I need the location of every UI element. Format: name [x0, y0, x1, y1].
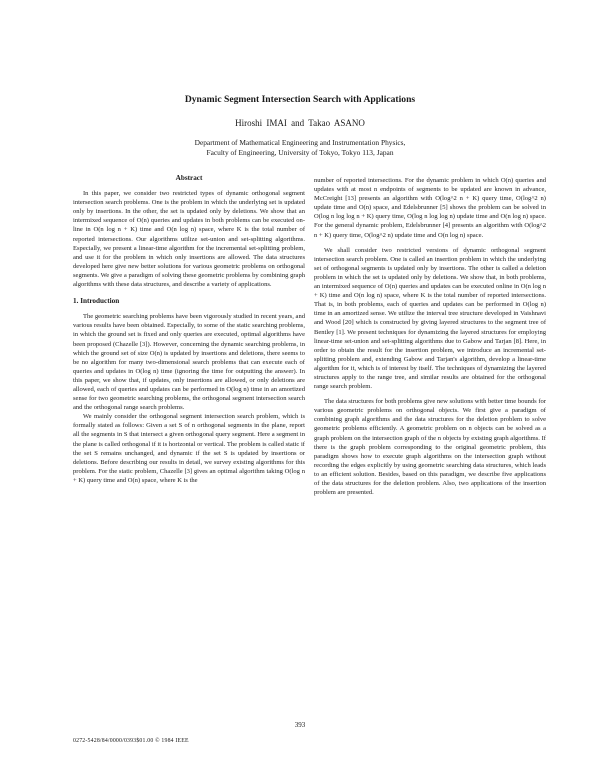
affiliation-line-2: Faculty of Engineering, University of Tokyo, Tokyo 113, Japan: [206, 148, 394, 157]
left-column: [73, 174, 305, 485]
affiliation-line-1: Department of Mathematical Engineering and Instrumentation Physics,: [194, 138, 406, 147]
right-paragraph-1: number of reported intersections. For the dynamic problem in which O(n) queries and updates with at most n endpoints of segments to be updated are known in advance, McCreight [13] presents an algorithm with O(log^2 n + K) query time, O(log^2 n) update time and O(n) space, and Edelsbrunner [5] shows the problem can be solved in O(log n log log n + K) query time, O(log n log log n) update time and O(n log n) space. For the general dynamic problem, Edelsbrunner [4] presents an algorithm with O(log^2 n + K) query time, O(log^2 n) update time and O(n log n) space.: [314, 177, 546, 239]
intro-paragraph-2: We mainly consider the orthogonal segment intersection search problem, which is formally stated as follows: Given a set S of n orthogonal segments in the plane, report all the segments in S that intersect a given orthogonal query segment. Here a segment in the plane is called orthogonal if it is horizontal or vertical. The problem is called static if the set S remains unchanged, and dynamic if the set S is updated by insertions or deletions. Before describing our results in detail, we survey existing algorithms for this problem. For the static problem, Chazelle [3] gives an optimal algorithm taking O(log n + K) query time and O(n) space, where K is the: [73, 413, 305, 484]
paper-title: Dynamic Segment Intersection Search with Applications: [184, 94, 416, 105]
abstract-text: In this paper, we consider two restricted types of dynamic orthogonal segment intersection search problems. One is the problem in which the underlying set is updated only by insertions. In the other, the set is updated only by deletions. We show that an intermixed sequence of O(n) queries and updates in both problems can be executed on-line in O(n log n + K) time and O(n log n) space, where K is the total number of reported intersections. Our algorithms utilize set-union and set-splitting algorithms. Especially, we present a linear-time algorithm for the incremental set-splitting problem, and use it for the problem in which only insertions are allowed. The data structures developed here give new better solutions for various geometric problems on orthogonal segments. We give a paradigm of solving these geometric problems by combining graph algorithms with these data structures, and describe a variety of applications.: [73, 190, 305, 289]
page-number: 393: [294, 721, 306, 729]
introduction-heading: 1. Introduction: [73, 297, 120, 306]
paper-authors: Hiroshi IMAI and Takao ASANO: [235, 118, 365, 128]
right-paragraph-3: The data structures for both problems give new solutions with better time bounds for various geometric problems on orthogonal objects. We first give a paradigm of combining graph algorithms and the data structures for the deletion problem to solve geometric problems efficiently. A geometric problem on n objects can be solved as a graph problem on the intersection graph of the n objects by existing graph algorithms. If there is the graph problem corresponding to the original geometric problem, this paradigm shows how to execute graph algorithms on the intersection graph without recording the edges explicitly by using geometric searching data structures, which leads to an efficient solution. Besides, based on this paradigm, we describe five applications of the data structures for the deletion problem. Also, two applications of the insertion problem are presented.: [314, 398, 547, 497]
intro-paragraph-1: The geometric searching problems have been vigorously studied in recent years, and various results have been obtained. Especially, to some of the static searching problems, in which the ground set is fixed and only queries are executed, optimal algorithms have been proposed (Chazelle [3]). However, concerning the dynamic searching problems, in which the ground set of size O(n) is updated by insertions and deletions, there seems to be no algorithm for many two-dimensional search problems that can execute each of queries and updates in O(log n) time (ignoring the time for outputting the answer). In this paper, we show that, if updates, only insertions are allowed, or only deletions are allowed, each of queries and updates can be performed in O(log n) time in an amortized sense for two geometric searching problems, the orthogonal segment intersection search and the orthogonal range search problems.: [73, 313, 305, 412]
right-column: [314, 176, 546, 497]
abstract-heading: Abstract: [175, 174, 203, 182]
copyright-line: 0272-5428/84/0000/0393$01.00 © 1984 IEEE: [73, 738, 189, 744]
right-paragraph-2: We shall consider two restricted versions of dynamic orthogonal segment intersection search problem. One is called an insertion problem in which the underlying set of orthogonal segments is updated only by insertions. The other is called a deletion problem in which the set is updated only by deletions. We show that, in both problems, an intermixed sequence of O(n) queries and updates can be executed online in O(n log n + K) time and O(n log n) space, where K is the total number of reported intersections. That is, in both problems, each of queries and updates can be performed in O(log n) time in an amortized sense. We utilize the interval tree structure developed in Vaishnavi and Wood [20] which is constructed by giving layered structures to the segment tree of Bentley [1]. We present techniques for dynamizing the layered structures for employing linear-time set-union and set-splitting algorithms due to Gabow and Tarjan [8]. Here, in order to obtain the result for the insertion problem, we introduce an incremental set-splitting problem and, extending Gabow and Tarjan's algorithm, develop a linear-time algorithm for it, which is of interest by itself. The techniques of dynamizing the layered structures apply to the range tree, and similar results are obtained for the orthogonal range search problem.: [314, 246, 546, 391]
